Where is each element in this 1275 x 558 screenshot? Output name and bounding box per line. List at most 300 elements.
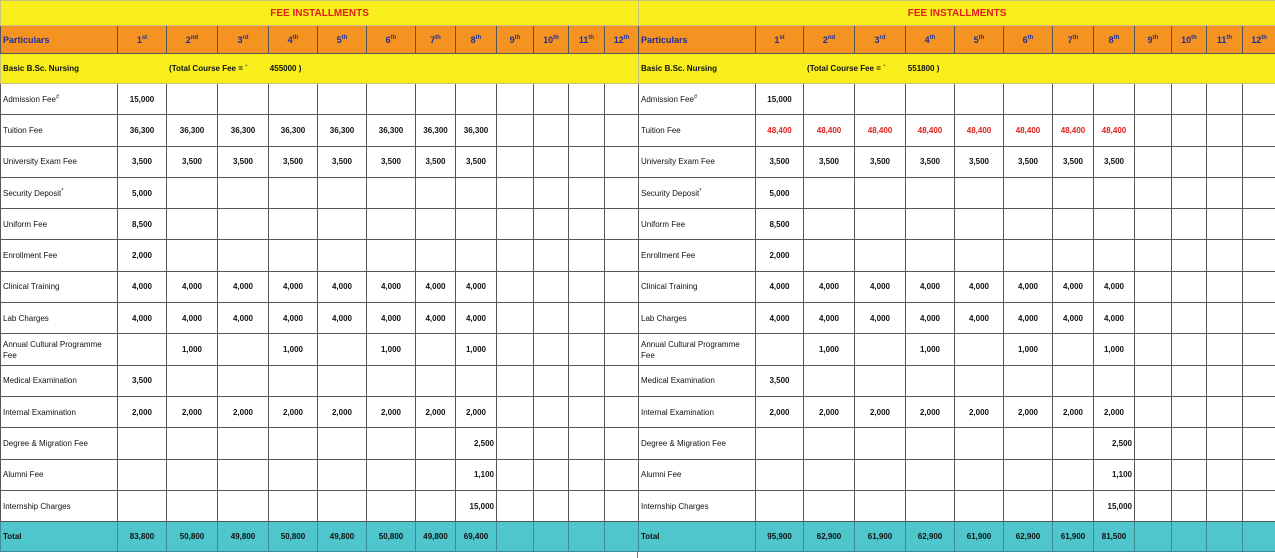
table-cell xyxy=(497,428,534,459)
table-cell: 2,000 xyxy=(756,240,804,271)
total-cell: 62,900 xyxy=(1004,522,1053,552)
table-cell xyxy=(167,240,218,271)
installment-header xyxy=(1094,26,1135,54)
table-cell xyxy=(1053,240,1094,271)
table-cell xyxy=(605,146,639,177)
table-cell: 4,000 xyxy=(269,271,318,302)
row-label-cell xyxy=(1,334,118,365)
installment-suffix: th xyxy=(514,34,521,41)
table-cell xyxy=(605,271,639,302)
installment-number: 9 xyxy=(1147,34,1153,45)
row-label: Internship Charges xyxy=(3,501,71,511)
table-cell: 3,500 xyxy=(456,146,497,177)
row-label-cell xyxy=(639,177,756,208)
row-label: Tuition Fee xyxy=(641,125,681,135)
table-cell xyxy=(855,177,906,208)
installment-suffix: th xyxy=(553,34,559,41)
row-label: Internal Examination xyxy=(641,407,714,417)
row-label-cell xyxy=(639,271,756,302)
installment-suffix: th xyxy=(475,34,482,41)
installment-suffix: th xyxy=(292,34,299,41)
table-cell: 4,000 xyxy=(906,271,955,302)
table-cell xyxy=(1243,240,1275,271)
table-cell: 4,000 xyxy=(167,271,218,302)
table-cell xyxy=(906,459,955,490)
installment-header xyxy=(318,26,367,54)
installment-header xyxy=(1004,26,1053,54)
table-row xyxy=(1,365,639,396)
installment-number: 4 xyxy=(287,34,293,45)
installment-header xyxy=(1243,26,1275,54)
table-cell xyxy=(569,271,605,302)
row-label-cell xyxy=(1,240,118,271)
table-cell xyxy=(318,428,367,459)
table-cell xyxy=(855,209,906,240)
row-footnote-mark: * xyxy=(61,187,64,194)
table-cell xyxy=(1004,84,1053,115)
table-cell: 2,000 xyxy=(367,396,416,427)
installment-suffix: th xyxy=(1113,34,1120,41)
table-cell xyxy=(416,209,456,240)
table-cell xyxy=(569,490,605,521)
row-footnote-mark: # xyxy=(693,93,698,100)
table-cell xyxy=(416,84,456,115)
table-cell xyxy=(167,490,218,521)
total-cell: 50,800 xyxy=(269,522,318,552)
table-cell xyxy=(1172,396,1207,427)
table-cell xyxy=(1172,428,1207,459)
installment-suffix: th xyxy=(929,34,936,41)
installment-number: 5 xyxy=(336,34,342,45)
table-cell xyxy=(1135,490,1172,521)
table-cell xyxy=(218,334,269,365)
table-cell: 48,400 xyxy=(1004,115,1053,146)
table-cell: 8,500 xyxy=(756,209,804,240)
table-cell xyxy=(167,177,218,208)
table-cell: 3,500 xyxy=(804,146,855,177)
table-cell xyxy=(855,240,906,271)
installment-suffix: th xyxy=(588,34,595,41)
installment-suffix: th xyxy=(1191,34,1197,41)
course-name: Basic B.Sc. Nursing xyxy=(641,64,718,73)
table-cell xyxy=(1053,490,1094,521)
table-cell: 36,300 xyxy=(456,115,497,146)
table-cell: 3,500 xyxy=(855,146,906,177)
table-cell: 2,000 xyxy=(1053,396,1094,427)
particulars-header: Particulars xyxy=(1,26,118,54)
row-label-cell xyxy=(1,271,118,302)
table-cell xyxy=(605,115,639,146)
installment-header xyxy=(1053,26,1094,54)
table-cell xyxy=(534,396,569,427)
installment-number: 7 xyxy=(1067,34,1073,45)
table-cell xyxy=(416,459,456,490)
table-cell xyxy=(269,177,318,208)
table-cell xyxy=(605,459,639,490)
table-cell xyxy=(318,459,367,490)
installment-number: 1 xyxy=(774,34,780,45)
row-label-cell xyxy=(639,428,756,459)
installment-number: 1 xyxy=(136,34,142,45)
installment-suffix: nd xyxy=(190,34,199,41)
total-cell: 61,900 xyxy=(955,522,1004,552)
row-label-cell xyxy=(639,209,756,240)
table-cell xyxy=(534,334,569,365)
table-cell xyxy=(1207,240,1243,271)
table-cell xyxy=(855,459,906,490)
table-cell xyxy=(804,84,855,115)
row-label: Degree & Migration Fee xyxy=(3,438,88,448)
table-row xyxy=(639,365,1275,396)
row-label-cell xyxy=(639,146,756,177)
installment-header xyxy=(605,26,639,54)
table-cell xyxy=(269,365,318,396)
table-cell: 4,000 xyxy=(1053,271,1094,302)
installment-suffix: th xyxy=(1261,34,1267,41)
table-cell: 5,000 xyxy=(118,177,167,208)
installment-header xyxy=(1135,26,1172,54)
table-cell: 4,000 xyxy=(906,303,955,334)
table-row xyxy=(1,334,639,365)
table-cell xyxy=(569,334,605,365)
installment-number: 9 xyxy=(509,34,515,45)
table-title: FEE INSTALLMENTS xyxy=(639,1,1275,26)
table-cell xyxy=(1207,334,1243,365)
total-cell: 62,900 xyxy=(906,522,955,552)
table-cell xyxy=(318,209,367,240)
table-cell xyxy=(269,84,318,115)
installment-suffix: st xyxy=(141,34,148,41)
table-cell xyxy=(416,428,456,459)
table-cell xyxy=(605,209,639,240)
installment-header xyxy=(855,26,906,54)
table-cell xyxy=(167,459,218,490)
table-cell: 3,500 xyxy=(756,146,804,177)
row-label: Lab Charges xyxy=(641,313,687,323)
table-cell: 3,500 xyxy=(318,146,367,177)
table-cell xyxy=(569,84,605,115)
row-label: Uniform Fee xyxy=(641,219,686,229)
total-cell: 61,900 xyxy=(1053,522,1094,552)
table-cell xyxy=(569,428,605,459)
table-cell xyxy=(456,240,497,271)
total-cell: 81,500 xyxy=(1094,522,1135,552)
table-cell xyxy=(756,334,804,365)
table-cell xyxy=(1004,490,1053,521)
table-cell xyxy=(1004,177,1053,208)
total-label: Total xyxy=(639,522,756,552)
table-cell xyxy=(1135,115,1172,146)
table-cell xyxy=(605,240,639,271)
table-cell: 5,000 xyxy=(756,177,804,208)
table-cell: 4,000 xyxy=(756,271,804,302)
table-cell xyxy=(1243,459,1275,490)
table-cell xyxy=(855,428,906,459)
table-cell: 4,000 xyxy=(367,303,416,334)
table-cell xyxy=(955,490,1004,521)
table-cell: 1,000 xyxy=(1094,334,1135,365)
table-cell xyxy=(497,177,534,208)
table-cell xyxy=(605,177,639,208)
table-cell xyxy=(218,365,269,396)
row-label: Tuition Fee xyxy=(3,125,43,135)
row-label-cell xyxy=(639,84,756,115)
table-cell xyxy=(1243,303,1275,334)
table-cell xyxy=(1172,365,1207,396)
table-cell xyxy=(955,177,1004,208)
installment-suffix: th xyxy=(341,34,348,41)
total-cell: 49,800 xyxy=(318,522,367,552)
course-fee-label: (Total Course Fee = ` xyxy=(169,64,248,73)
table-row xyxy=(1,490,639,521)
table-cell: 2,000 xyxy=(416,396,456,427)
table-cell: 1,000 xyxy=(367,334,416,365)
table-cell xyxy=(167,428,218,459)
table-cell: 48,400 xyxy=(906,115,955,146)
table-cell: 2,000 xyxy=(804,396,855,427)
row-label: Annual Cultural Programme Fee xyxy=(3,339,102,360)
installment-header xyxy=(269,26,318,54)
table-row xyxy=(1,240,639,271)
table-cell xyxy=(534,459,569,490)
table-cell: 4,000 xyxy=(416,303,456,334)
total-cell xyxy=(497,522,534,552)
table-row xyxy=(1,396,639,427)
table-cell: 4,000 xyxy=(416,271,456,302)
table-cell: 48,400 xyxy=(1094,115,1135,146)
table-cell xyxy=(497,240,534,271)
table-cell xyxy=(534,115,569,146)
table-cell: 2,000 xyxy=(118,396,167,427)
installment-suffix: th xyxy=(390,34,397,41)
installment-number: 10 xyxy=(1181,34,1192,45)
row-label-cell xyxy=(639,490,756,521)
table-cell xyxy=(1172,334,1207,365)
table-cell xyxy=(855,84,906,115)
installment-suffix: nd xyxy=(827,34,836,41)
table-cell xyxy=(118,428,167,459)
row-label-cell xyxy=(1,365,118,396)
table-cell xyxy=(1207,490,1243,521)
table-cell xyxy=(1243,428,1275,459)
table-cell xyxy=(456,177,497,208)
installment-suffix: th xyxy=(1152,34,1159,41)
installment-header xyxy=(756,26,804,54)
table-cell: 4,000 xyxy=(855,303,906,334)
table-cell xyxy=(1135,271,1172,302)
table-cell xyxy=(569,209,605,240)
table-cell: 1,000 xyxy=(456,334,497,365)
installment-header xyxy=(218,26,269,54)
installment-number: 12 xyxy=(613,34,624,45)
table-cell: 2,000 xyxy=(456,396,497,427)
table-cell xyxy=(1094,240,1135,271)
total-cell: 69,400 xyxy=(456,522,497,552)
table-cell: 3,500 xyxy=(218,146,269,177)
installment-number: 8 xyxy=(470,34,476,45)
table-cell xyxy=(318,365,367,396)
table-cell: 4,000 xyxy=(318,303,367,334)
table-cell: 4,000 xyxy=(804,303,855,334)
table-cell xyxy=(367,84,416,115)
table-row xyxy=(1,271,639,302)
table-cell xyxy=(804,428,855,459)
installment-number: 6 xyxy=(1022,34,1028,45)
row-label-cell xyxy=(1,146,118,177)
table-cell: 3,500 xyxy=(1004,146,1053,177)
title-row xyxy=(639,1,1275,26)
table-cell: 36,300 xyxy=(318,115,367,146)
installment-header xyxy=(456,26,497,54)
table-cell xyxy=(416,365,456,396)
table-cell xyxy=(569,177,605,208)
table-cell xyxy=(804,365,855,396)
table-cell xyxy=(118,490,167,521)
installment-number: 3 xyxy=(237,34,243,45)
row-label: Degree & Migration Fee xyxy=(641,438,726,448)
row-label: Admission Fee xyxy=(3,94,56,104)
table-cell xyxy=(1053,459,1094,490)
table-cell xyxy=(218,428,269,459)
table-cell xyxy=(1135,459,1172,490)
table-cell xyxy=(1243,271,1275,302)
table-cell: 4,000 xyxy=(218,303,269,334)
table-cell xyxy=(269,209,318,240)
table-cell xyxy=(1172,146,1207,177)
table-cell xyxy=(1004,365,1053,396)
table-cell xyxy=(218,209,269,240)
table-cell xyxy=(955,209,1004,240)
row-label-cell xyxy=(1,459,118,490)
table-cell xyxy=(1207,396,1243,427)
installment-number: 11 xyxy=(1216,34,1227,45)
installment-suffix: th xyxy=(1226,34,1233,41)
table-cell xyxy=(1135,146,1172,177)
table-cell xyxy=(1004,240,1053,271)
table-cell xyxy=(318,240,367,271)
table-cell xyxy=(1172,459,1207,490)
table-cell xyxy=(1135,177,1172,208)
table-cell xyxy=(1004,459,1053,490)
table-row xyxy=(1,459,639,490)
table-row xyxy=(1,303,639,334)
table-cell xyxy=(367,459,416,490)
table-cell xyxy=(1004,209,1053,240)
table-row xyxy=(639,303,1275,334)
table-cell xyxy=(569,396,605,427)
table-cell xyxy=(1207,459,1243,490)
table-cell xyxy=(1135,209,1172,240)
table-cell xyxy=(416,490,456,521)
fee-table-right xyxy=(638,0,1275,552)
table-cell xyxy=(1172,209,1207,240)
fee-table-right-panel xyxy=(638,0,1275,558)
table-cell xyxy=(605,84,639,115)
table-cell xyxy=(906,177,955,208)
table-cell xyxy=(1172,240,1207,271)
total-cell xyxy=(1207,522,1243,552)
table-cell: 4,000 xyxy=(855,271,906,302)
course-fee-label: (Total Course Fee = ` xyxy=(807,64,886,73)
row-label: Admission Fee xyxy=(641,94,694,104)
installment-suffix: th xyxy=(435,34,441,41)
table-cell xyxy=(906,365,955,396)
table-cell xyxy=(534,84,569,115)
row-label: Enrollment Fee xyxy=(3,251,58,261)
table-cell: 4,000 xyxy=(456,271,497,302)
table-row xyxy=(639,146,1275,177)
table-cell xyxy=(416,240,456,271)
table-cell xyxy=(955,459,1004,490)
row-label-cell xyxy=(1,115,118,146)
table-row xyxy=(639,115,1275,146)
table-cell xyxy=(1053,177,1094,208)
table-cell: 1,000 xyxy=(906,334,955,365)
table-row xyxy=(639,459,1275,490)
installment-header xyxy=(569,26,605,54)
table-cell xyxy=(534,428,569,459)
row-label-cell xyxy=(1,84,118,115)
table-cell: 36,300 xyxy=(118,115,167,146)
total-cell xyxy=(605,522,639,552)
table-row xyxy=(639,490,1275,521)
installment-suffix: rd xyxy=(242,34,249,41)
installment-number: 2 xyxy=(185,34,191,45)
table-cell xyxy=(756,428,804,459)
table-cell xyxy=(605,396,639,427)
row-label-cell xyxy=(1,303,118,334)
table-row xyxy=(639,396,1275,427)
table-cell xyxy=(497,115,534,146)
total-label: Total xyxy=(1,522,118,552)
table-cell xyxy=(605,334,639,365)
table-cell: 4,000 xyxy=(1004,303,1053,334)
table-cell: 36,300 xyxy=(367,115,416,146)
total-cell xyxy=(1172,522,1207,552)
table-cell xyxy=(497,334,534,365)
table-cell xyxy=(497,303,534,334)
table-cell xyxy=(1207,271,1243,302)
table-cell xyxy=(1243,334,1275,365)
table-cell xyxy=(497,146,534,177)
table-cell: 48,400 xyxy=(955,115,1004,146)
total-cell xyxy=(1135,522,1172,552)
table-cell: 2,000 xyxy=(318,396,367,427)
table-row xyxy=(639,428,1275,459)
table-cell: 2,000 xyxy=(1004,396,1053,427)
table-cell xyxy=(605,490,639,521)
row-label-cell xyxy=(639,334,756,365)
table-cell xyxy=(534,365,569,396)
table-cell xyxy=(756,490,804,521)
total-cell: 62,900 xyxy=(804,522,855,552)
table-cell xyxy=(955,240,1004,271)
table-cell xyxy=(1094,84,1135,115)
table-cell xyxy=(218,490,269,521)
table-cell: 4,000 xyxy=(367,271,416,302)
table-cell: 15,000 xyxy=(118,84,167,115)
total-cell xyxy=(569,522,605,552)
course-fee-value: 455000 ) xyxy=(269,64,302,73)
table-cell: 36,300 xyxy=(416,115,456,146)
table-cell xyxy=(804,240,855,271)
table-row xyxy=(639,84,1275,115)
table-cell xyxy=(218,84,269,115)
table-cell xyxy=(955,334,1004,365)
table-cell xyxy=(1243,115,1275,146)
table-cell: 4,000 xyxy=(269,303,318,334)
table-cell: 2,000 xyxy=(1094,396,1135,427)
